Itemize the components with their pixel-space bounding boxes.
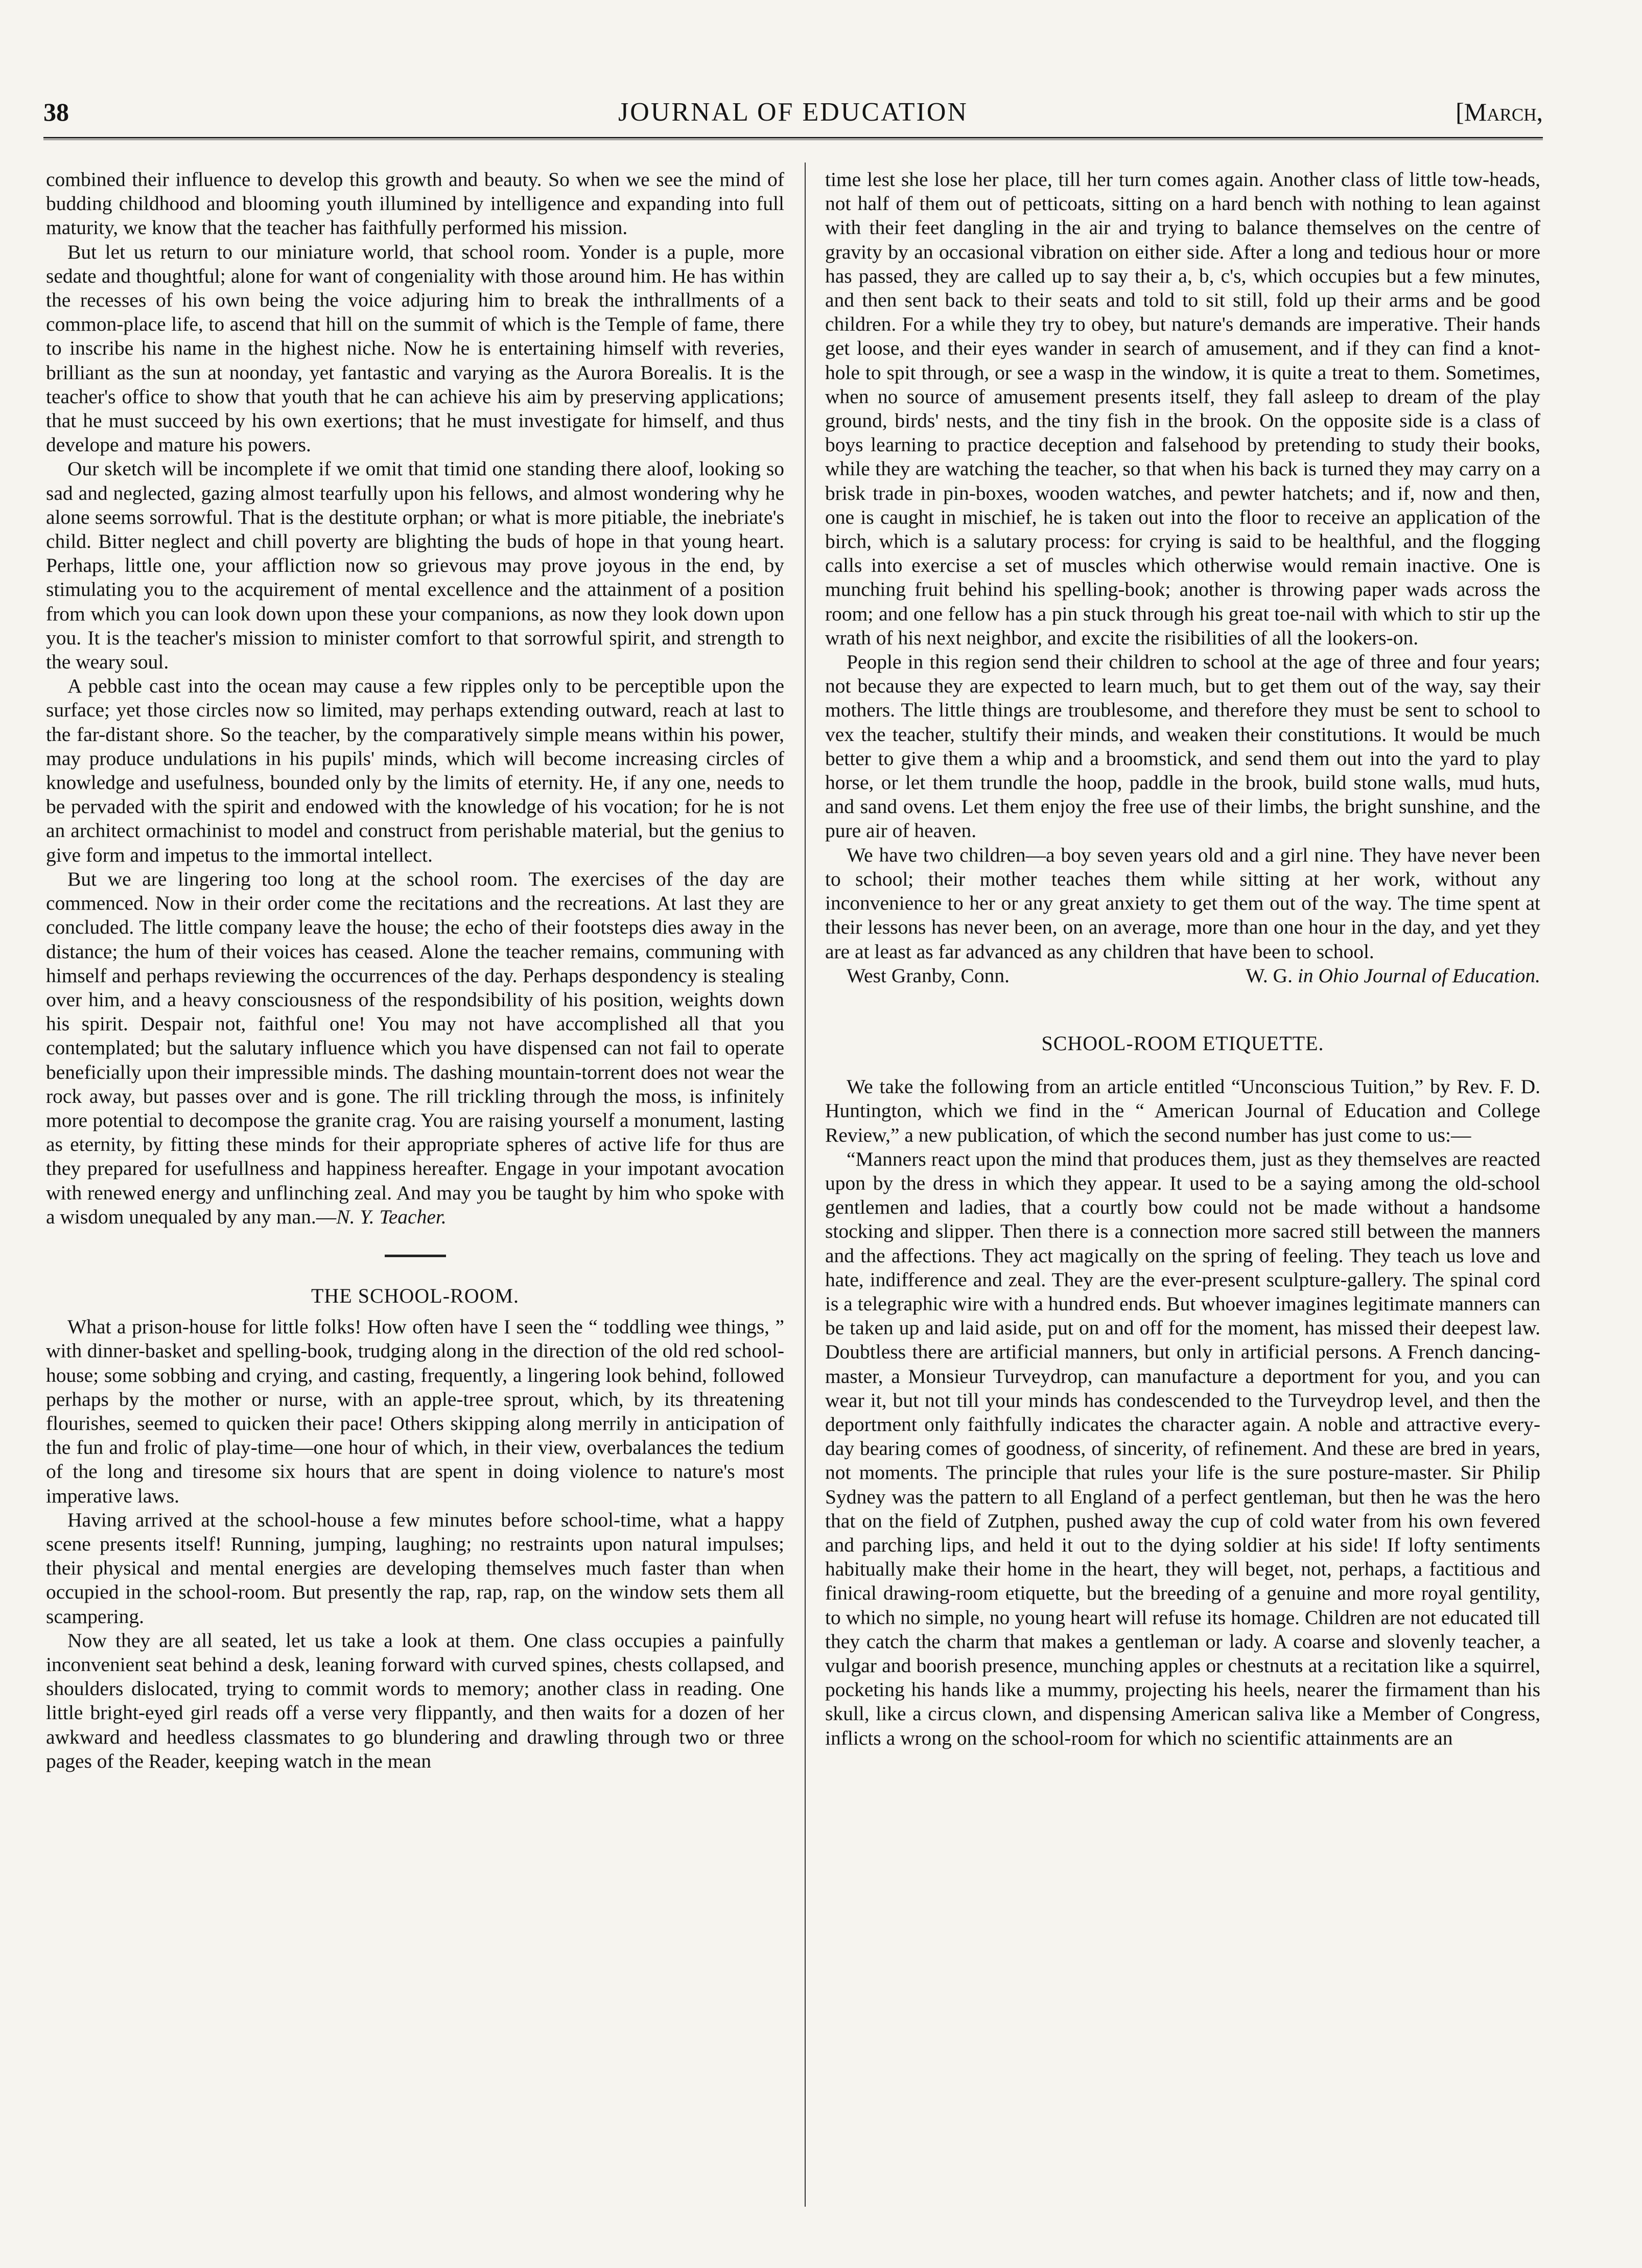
signature-line [825,964,1540,988]
paragraph: We have two children—a boy seven years old and a girl nine. They have never been to school; their mother teaches them while sitting at her work, without any inconvenience to her or any great anxiety to get them out of the way. The time spent at their lessons has never been, on an average, more than one hour in the day, and yet they are at least as far advanced as any children that have been to school. [825,843,1540,963]
journal-title: JOURNAL OF EDUCATION [618,98,968,127]
header-rule [43,137,1543,140]
paragraph: combined their influence to develop this growth and beauty. So when we see the mind of budding childhood and blooming youth illumined by intelligence and expanding into full maturity, we know that the teacher has faithfully performed his mission. [46,168,784,239]
page-number: 38 [43,98,69,126]
paragraph: A pebble cast into the ocean may cause a few ripples only to be perceptible upon the surface; yet those circles now so limited, may perhaps extending outward, reach at last to the far-distant shore. So the teacher, by the comparatively simple means within his power, may produce undulations in his pupils' minds, which will become increasing circles of knowledge and usefulness, bounded only by the limits of eternity. He, if any one, needs to be pervaded with the spirit and endowed with the knowledge of his vocation; for he is not an architect ormachinist to model and construct from perishable material, but the genius to give form and impetus to the immortal intellect. [46,675,784,866]
right-column [825,168,1540,1750]
paragraph: But let us return to our miniature world, that school room. Yonder is a puple, more sedate and thoughtful; alone for want of congeniality with those around him. He has within the recesses of his own being the voice adjuring him to break the inthrallments of a common-place life, to ascend that hill on the summit of which is the Temple of fame, there to inscribe his name in the highest niche. Now he is entertaining himself with reveries, brilliant as the sun at noonday, yet fantastic and varying as the Aurora Borealis. It is the teacher's office to show that youth that he can achieve his aim by preserving applications; that he must succeed by his own exertions; that he must investigate for himself, and thus develope and mature his powers. [46,240,784,456]
issue-month: [March, [1456,98,1543,126]
article-heading: SCHOOL-ROOM ETIQUETTE. [1041,1031,1324,1055]
column-divider [805,163,806,2207]
paragraph: What a prison-house for little folks! How often have I seen the “ toddling wee things, ” with dinner-basket and spelling-book, trudging along in the direction of the old red school-house; some sobbing and crying, and casting, frequently, a lingering look behind, followed perhaps by the mother or nurse, with an apple-tree sprout, which, by its threatening flourishes, seemed to quicken their pace! Others skipping along merrily in anticipation of the fun and frolic of play-time—one hour of which, in their view, overbalances the tedium of the long and tiresome six hours that are spent in doing violence to nature's most imperative laws. [46,1315,784,1507]
paragraph: We take the following from an article entitled “Unconscious Tuition,” by Rev. F. D. Huntington, which we find in the “ American Journal of Education and College Review,” a new publication, of which the second number has just come to us:— [825,1075,1540,1146]
paragraph [46,867,784,1229]
article-heading: THE SCHOOL-ROOM. [311,1284,520,1307]
paragraph-text: But we are lingering too long at the school room. The exercises of the day are commenced. Now in their order come the recitations and the recreations. At last they are concluded. The little company leave the house; the echo of their footsteps dies away in the distance; the hum of their voices has ceased. Alone the teacher remains, communing with himself and perhaps reviewing the occurrences of the day. Perhaps despondency is stealing over him, and a heavy consciousness of the respondsibility of his position, weights down his spirit. Despair not, faithful one! You may not have accomplished all that you contemplated; but the salutary influence which you have dispensed can not fail to operate beneficially upon their impressible minds. The dashing mountain-torrent does not wear the rock away, but passes over and is gone. The rill trickling through the moss, is infinitely more potential to decompose the granite crag. You are raising yourself a monument, lasting as eternity, by fitting these minds for their appropriate spheres of active life for thus are they prepared for usefullness and happiness hereafter. Engage in your impotant avocation with renewed energy and unflinching zeal. And may you be taught by him who spoke with a wisdom unequaled by any man.— [46,867,784,1228]
signature-author: W. G. [1246,964,1293,987]
source-credit: N. Y. Teacher. [336,1205,447,1228]
paragraph: “Manners react upon the mind that produces them, just as they themselves are reacted upon by the dress in which they appear. It used to be a saying among the old-school gentlemen and ladies, that a courtly bow could not be made without a handsome stocking and slipper. Then there is a connection more sacred still between the manners and the affections. They act magically on the spring of feeling. They teach us love and hate, indifference and zeal. They are the ever-present sculpture-gallery. The spinal cord is a telegraphic wire with a hundred ends. But whoever imagines legitimate manners can be taken up and laid aside, put on and off for the moment, has missed their deepest law. Doubtless there are artificial manners, but only in artificial persons. A French dancing-master, a Monsieur Turveydrop, can manufacture a deportment for you, and you can wear it, but not till your minds has condescended to the Turveydrop level, and then the deportment only faithfully indicates the character again. A noble and attractive every-day bearing comes of goodness, of sincerity, of refinement. And these are bred in years, not moments. The principle that rules your life is the sure posture-master. Sir Philip Sydney was the pattern to all England of a perfect gentleman, but then he was the hero that on the field of Zutphen, pushed away the cup of cold water from his own fevered and parching lips, and held it out to the dying soldier at his side! If lofty sentiments habitually make their home in the heart, they will beget, not, perhaps, a factitious and finical drawing-room etiquette, but the breeding of a genuine and more royal gentility, to which no simple, no young heart will refuse its homage. Children are not educated till they catch the charm that makes a gentleman or lady. A coarse and slovenly teacher, a vulgar and boorish presence, munching apples or chestnuts at a recitation like a squirrel, pocketing his hands like a mummy, projecting his heels, nearer the firmament than his skull, like a circus clown, and dispensing American saliva like a Member of Congress, inflicts a wrong on the school-room for which no scientific attainments are an [825,1147,1540,1749]
paragraph: time lest she lose her place, till her turn comes again. Another class of little tow-heads, not half of them out of petticoats, sitting on a hard bench with nothing to lean against with their feet dangling in the air and trying to balance themselves on the centre of gravity by an occasional vibration on either side. After a long and tedious hour or more has passed, they are called up to say their a, b, c's, which occupies but a few minutes, and then sent back to their seats and told to sit still, fold up their arms and be good children. For a while they try to obey, but nature's demands are imperative. Their hands get loose, and their eyes wander in search of amusement, and if they can find a knot-hole to spit through, or see a wasp in the window, it is quite a treat to them. Sometimes, when no source of amusement presents itself, they fall asleep to dream of the play ground, birds' nests, and the tiny fish in the brook. On the opposite side is a class of boys learning to practice deception and falsehood by pretending to study their books, while they are watching the teacher, so that when his back is turned they may carry on a brisk trade in pin-boxes, wooden watches, and pewter hatchets; and if, now and then, one is caught in mischief, he is taken out into the floor to receive an application of the birch, which is a salutary process: for crying is said to be healthful, and the flogging calls into exercise a set of muscles which otherwise would remain inactive. One is munching fruit behind his spelling-book; another is throwing paper wads across the room; and one fellow has a pin stuck through his great toe-nail with which to stir up the wrath of his next neighbor, and excite the risibilities of all the lookers-on. [825,168,1540,649]
paragraph: People in this region send their children to school at the age of three and four years; not because they are expected to learn much, but to get them out of the way, say their mothers. The little things are troublesome, and therefore they must be sent to school to vex the teacher, stultify their minds, and weaken their constitutions. It would be much better to give them a whip and a broomstick, and send them out into the yard to play horse, or let them trundle the hoop, paddle in the brook, build stone walls, mud huts, and sand ovens. Let them enjoy the free use of their limbs, the bright sunshine, and the pure air of heaven. [825,651,1540,842]
signature-place: West Granby, Conn. [847,964,1010,987]
paragraph: Having arrived at the school-house a few minutes before school-time, what a happy scene presents itself! Running, jumping, laughing; no restraints upon natural impulses; their physical and mental energies are developing themselves much faster than when occupied in the school-room. But presently the rap, rap, rap, on the window sets them all scampering. [46,1508,784,1628]
signature-source: in Ohio Journal of Education. [1297,964,1540,987]
running-header [43,97,1543,143]
left-column [46,168,784,1773]
paragraph: Our sketch will be incomplete if we omit that timid one standing there aloof, looking so sad and neglected, gazing almost tearfully upon his fellows, and almost wondering why he alone seems sorrowful. That is the destitute orphan; or what is more pitiable, the inebriate's child. Bitter neglect and chill poverty are blighting the buds of hope in that young heart. Perhaps, little one, your affliction now so grievous may prove joyous in the end, by stimulating you to the acquirement of mental excellence and the attainment of a position from which you can look down upon these your companions, as now they look down upon you. It is the teacher's mission to minister comfort to that sorrowful spirit, and strength to the weary soul. [46,457,784,674]
paragraph: Now they are all seated, let us take a look at them. One class occupies a painfully inconvenient seat behind a desk, leaning forward with curved spines, chests collapsed, and shoulders dislocated, trying to commit words to memory; another class in reading. One little bright-eyed girl reads off a verse very flippantly, and then waits for a dozen of her awkward and heedless classmates to go blundering and drawling through two or three pages of the Reader, keeping watch in the mean [46,1629,784,1772]
signature-author-block [1246,964,1540,988]
